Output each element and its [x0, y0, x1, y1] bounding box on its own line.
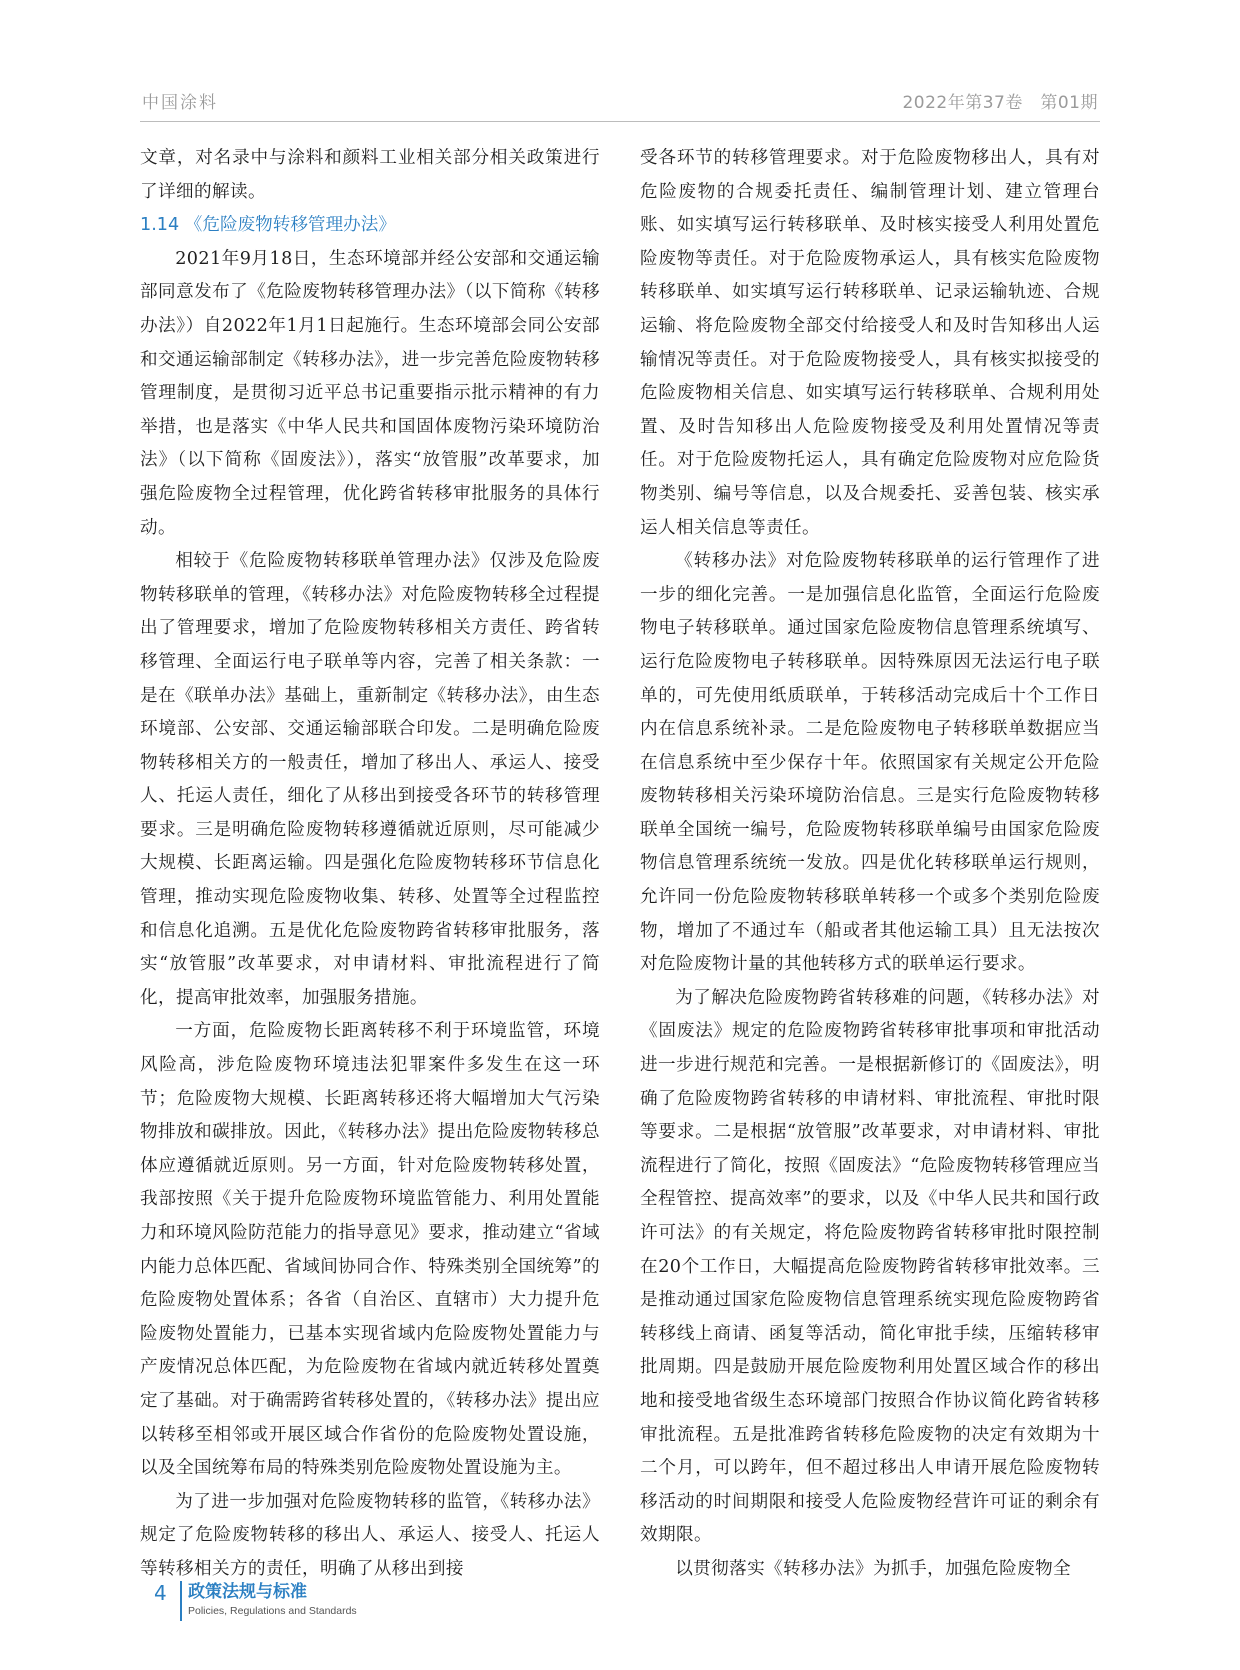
- issue-info: 2022年第37卷 第01期: [902, 93, 1098, 113]
- left-column: [140, 142, 600, 1587]
- paragraph-6: 为了解决危险废物跨省转移难的问题，《转移办法》对《固废法》规定的危险废物跨省转移审批事项和审批活动进一步进行规范和完善。一是根据新修订的《固废法》，明确了危险废物跨省转移的申请材料、审批流程、审批时限等要求。二是根据“放管服”改革要求，对申请材料、审批流程进行了简化，按照《固废法》“危险废物转移管理应当全程管控、提高效率”的要求，以及《中华人民共和国行政许可法》的有关规定，将危险废物跨省转移审批时限控制在20个工作日，大幅提高危险废物跨省转移审批效率。三是推动通过国家危险废物信息管理系统实现危险废物跨省转移线上商请、函复等活动，简化审批手续，压缩转移审批周期。四是鼓励开展危险废物利用处置区域合作的移出地和接受地省级生态环境部门按照合作协议简化跨省转移审批流程。五是批准跨省转移危险废物的决定有效期为十二个月，可以跨年，但不超过移出人申请开展危险废物转移活动的时间期限和接受人危险废物经营许可证的剩余有效期限。: [640, 987, 1100, 1546]
- paragraph-4: 为了进一步加强对危险废物转移的监管，《转移办法》规定了危险废物转移的移出人、承运人、接受人、托运人等转移相关方的责任，明确了从移出到接: [140, 1491, 600, 1579]
- paragraph-1: 2021年9月18日，生态环境部并经公安部和交通运输部同意发布了《危险废物转移管理办法》（以下简称《转移办法》）自2022年1月1日起施行。生态环境部会同公安部和交通运输部制定《转移办法》，进一步完善危险废物转移管理制度，是贯彻习近平总书记重要指示批示精神的有力举措，也是落实《中华人民共和国固体废物污染环境防治法》（以下简称《固废法》），落实“放管服”改革要求，加强危险废物全过程管理，优化跨省转移审批服务的具体行动。: [140, 248, 600, 538]
- right-column: [640, 142, 1100, 1587]
- section-heading: 1.14 《危险废物转移管理办法》: [140, 215, 396, 236]
- paragraph-2: 相较于《危险废物转移联单管理办法》仅涉及危险废物转移联单的管理，《转移办法》对危险废物转移全过程提出了管理要求，增加了危险废物转移相关方责任、跨省转移管理、全面运行电子联单等内容，完善了相关条款：一是在《联单办法》基础上，重新制定《转移办法》，由生态环境部、公安部、交通运输部联合印发。二是明确危险废物转移相关方的一般责任，增加了移出人、承运人、接受人、托运人责任，细化了从移出到接受各环节的转移管理要求。三是明确危险废物转移遵循就近原则，尽可能减少大规模、长距离运输。四是强化危险废物转移环节信息化管理，推动实现危险废物收集、转移、处置等全过程监控和信息化追溯。五是优化危险废物跨省转移审批服务，落实“放管服”改革要求，对申请材料、审批流程进行了简化，提高审批效率，加强服务措施。: [140, 551, 600, 1008]
- page-footer: [140, 1575, 540, 1635]
- paragraph-7: 以贯彻落实《转移办法》为抓手，加强危险废物全: [675, 1558, 1072, 1579]
- page-header: [140, 88, 1100, 114]
- section-title-cn: 政策法规与标准: [188, 1582, 307, 1602]
- paragraph-intro: 文章，对名录中与涂料和颜料工业相关部分相关政策进行了详细的解读。: [140, 148, 600, 202]
- header-divider: [140, 121, 1100, 122]
- paragraph-3: 一方面，危险废物长距离转移不利于环境监管，环境风险高，涉危险废物环境违法犯罪案件多发生在这一环节；危险废物大规模、长距离转移还将大幅增加大气污染物排放和碳排放。因此，《转移办法》提出危险废物转移总体应遵循就近原则。另一方面，针对危险废物转移处置，我部按照《关于提升危险废物环境监管能力、利用处置能力和环境风险防范能力的指导意见》要求，推动建立“省域内能力总体匹配、省域间协同合作、特殊类别全国统筹”的危险废物处置体系；各省（自治区、直辖市）大力提升危险废物处置能力，已基本实现省域内危险废物处置能力与产废情况总体匹配，为危险废物在省域内就近转移处置奠定了基础。对于确需跨省转移处置的，《转移办法》提出应以转移至相邻或开展区域合作省份的危险废物处置设施，以及全国统筹布局的特殊类别危险废物处置设施为主。: [140, 1021, 600, 1479]
- paragraph-5: 《转移办法》对危险废物转移联单的运行管理作了进一步的细化完善。一是加强信息化监管，全面运行危险废物电子转移联单。通过国家危险废物信息管理系统填写、运行危险废物电子转移联单。因特殊原因无法运行电子联单的，可先使用纸质联单，于转移活动完成后十个工作日内在信息系统补录。二是危险废物电子转移联单数据应当在信息系统中至少保存十年。依照国家有关规定公开危险废物转移相关污染环境防治信息。三是实行危险废物转移联单全国统一编号，危险废物转移联单编号由国家危险废物信息管理系统统一发放。四是优化转移联单运行规则，允许同一份危险废物转移联单转移一个或多个类别危险废物，增加了不通过车（船或者其他运输工具）且无法按次对危险废物计量的其他转移方式的联单运行要求。: [640, 551, 1100, 975]
- footer-divider: [180, 1581, 182, 1621]
- page-number: 4: [154, 1581, 167, 1605]
- section-title-en: Policies, Regulations and Standards: [188, 1605, 357, 1617]
- paragraph-continued: 受各环节的转移管理要求。对于危险废物移出人，具有对危险废物的合规委托责任、编制管理计划、建立管理台账、如实填写运行转移联单、及时核实接受人利用处置危险废物等责任。对于危险废物承运人，具有核实危险废物转移联单、如实填写运行转移联单、记录运输轨迹、合规运输、将危险废物全部交付给接受人和及时告知移出人运输情况等责任。对于危险废物接受人，具有核实拟接受的危险废物相关信息、如实填写运行转移联单、合规利用处置、及时告知移出人危险废物接受及利用处置情况等责任。对于危险废物托运人，具有确定危险废物对应危险货物类别、编号等信息，以及合规委托、妥善包装、核实承运人相关信息等责任。: [640, 148, 1100, 538]
- journal-name: 中国涂料: [142, 93, 218, 113]
